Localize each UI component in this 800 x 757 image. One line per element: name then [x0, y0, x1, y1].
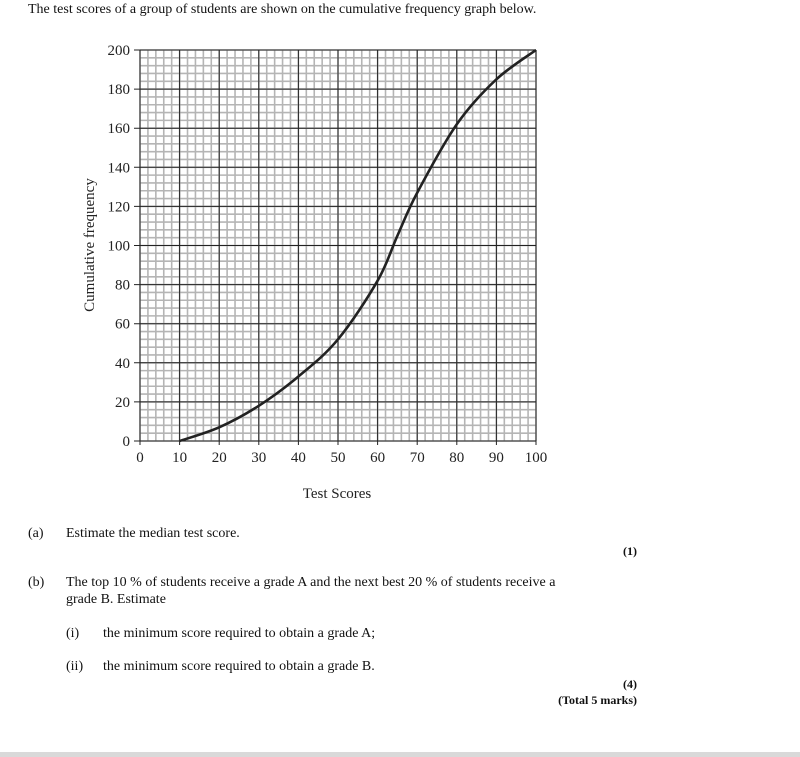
y-tick-label: 20 — [115, 394, 130, 411]
question-b-marks: (4) — [623, 677, 637, 691]
question-b-label: (b) — [28, 575, 45, 590]
question-a-label: (a) — [28, 526, 44, 541]
x-tick-label: 80 — [449, 450, 465, 466]
question-a-text: Estimate the median test score. — [66, 526, 240, 541]
y-tick-label: 160 — [107, 121, 130, 138]
x-tick-label: 0 — [136, 450, 144, 466]
y-tick-label: 0 — [122, 434, 130, 450]
x-tick-label: 70 — [409, 450, 425, 466]
y-tick-label: 140 — [107, 160, 130, 177]
y-tick-label: 100 — [107, 238, 130, 255]
x-tick-label: 90 — [488, 450, 504, 466]
question-b-text-1: The top 10 % of students receive a grade A and the next best 20 % of students receive a — [66, 575, 556, 590]
y-tick-label: 60 — [115, 316, 130, 333]
y-tick-label: 180 — [107, 82, 130, 99]
x-tick-label: 60 — [370, 450, 386, 466]
y-tick-label: 40 — [115, 355, 130, 372]
intro-text: The test scores of a group of students are shown on the cumulative frequency graph below. — [28, 2, 537, 17]
question-b-text-2: grade B. Estimate — [66, 592, 166, 607]
question-b-ii-text: the minimum score required to obtain a grade B. — [103, 659, 375, 674]
x-tick-label: 30 — [251, 450, 267, 466]
question-b-i-text: the minimum score required to obtain a grade A; — [103, 626, 376, 641]
x-tick-label: 40 — [290, 450, 306, 466]
question-b-ii-label: (ii) — [66, 659, 84, 674]
x-tick-label: 20 — [211, 450, 227, 466]
x-axis-title: Test Scores — [302, 486, 372, 502]
x-tick-label: 100 — [524, 450, 548, 466]
y-tick-label: 200 — [107, 43, 130, 59]
y-tick-label: 80 — [115, 277, 130, 294]
question-b-i-label: (i) — [66, 626, 80, 641]
x-tick-label: 50 — [330, 450, 346, 466]
total-marks: (Total 5 marks) — [558, 693, 637, 707]
x-tick-label: 10 — [172, 450, 188, 466]
y-axis-title: Cumulative frequency — [82, 178, 98, 312]
question-a-marks: (1) — [623, 544, 637, 558]
y-tick-label: 120 — [107, 199, 130, 216]
bottom-scrollbar-track — [0, 752, 800, 757]
